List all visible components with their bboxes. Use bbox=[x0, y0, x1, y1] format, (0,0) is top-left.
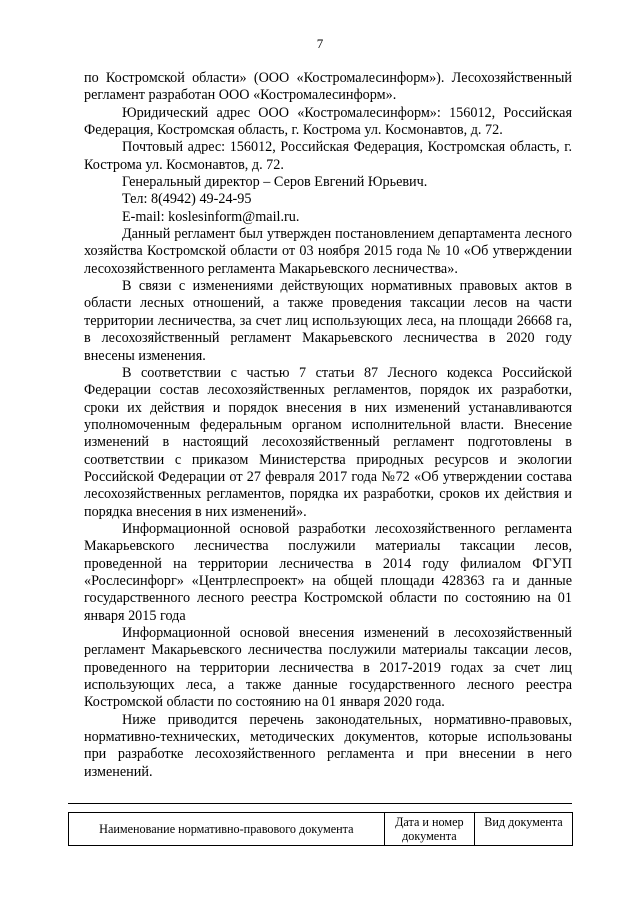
paragraph-approval: Данный регламент был утвержден постановлением департамента лесного хозяйства Костромской области от 03 ноября 2015 года № 10 «Об утверждении лесохозяйственного регламента Макарьевского лесничества». bbox=[84, 226, 572, 277]
header-document-type: Вид документа bbox=[474, 813, 572, 846]
paragraph-changes-2020: В связи с изменениями действующих нормативных правовых актов в области лесных отношений, а также проведения таксации лесов на части территории лесничества, за счет лиц использующих леса, на площади 26668 га, в лесохозяйственный регламент Макарьевского лесничества в 2020 году внесены изменения. bbox=[84, 278, 572, 364]
paragraph-email: E-mail: koslesinform@mail.ru. bbox=[122, 208, 300, 225]
paragraph-organization-continuation: по Костромской области» (ООО «Костромалесинформ»). Лесохозяйственный регламент разработан ООО «Костромалесинформ». bbox=[84, 70, 572, 104]
paragraph-document-list-intro: Ниже приводится перечень законодательных, нормативно-правовых, нормативно-технических, методических документов, которые использованы при разработке лесохозяйственного регламента и при внесении в него изменений. bbox=[84, 711, 572, 780]
table-top-rule bbox=[68, 803, 572, 804]
document-body bbox=[84, 70, 572, 781]
header-document-date-number: Дата и номер документа bbox=[384, 813, 474, 846]
paragraph-legal-address: Юридический адрес ООО «Костромалесинформ»: 156012, Российская Федерация, Костромская область, г. Кострома ул. Космонавтов, д. 72. bbox=[84, 104, 572, 139]
page-number: 7 bbox=[316, 36, 324, 51]
paragraph-information-basis-changes: Информационной основой внесения изменений в лесохозяйственный регламент Макарьевского лесничества послужили материалы таксации лесов, проведенного на территории лесничества в 2017-2019 годах за счет лиц использующих леса, а также данные государственного лесного реестра Костромской области по состоянию на 01 января 2020 года. bbox=[84, 625, 572, 711]
table-header-row bbox=[69, 813, 573, 846]
paragraph-postal-address: Почтовый адрес: 156012, Российская Федерация, Костромская область, г. Кострома ул. Космонавтов, д. 72. bbox=[84, 139, 572, 173]
paragraph-information-basis: Информационной основой разработки лесохозяйственного регламента Макарьевского лесничества послужили материалы таксации лесов, проведенной на территории лесничества в 2014 году филиалом ФГУП «Рослесинфорг» «Центрлеспроект» на общей площади 428363 га и данные государственного лесного реестра Костромской области по состоянию на 01 января 2015 года bbox=[84, 520, 572, 624]
paragraph-director: Генеральный директор – Серов Евгений Юрьевич. bbox=[122, 174, 428, 191]
header-document-name: Наименование нормативно-правового документа bbox=[69, 813, 385, 846]
paragraph-phone: Тел: 8(4942) 49-24-95 bbox=[122, 191, 252, 208]
documents-table bbox=[68, 812, 573, 846]
paragraph-forest-code: В соответствии с частью 7 статьи 87 Лесного кодекса Российской Федерации состав лесохозяйственных регламентов, порядок их разработки, сроки их действия и порядок внесения в них изменений устанавливаются уполномоченным федеральным органом исполнительной власти. Внесение изменений в настоящий лесохозяйственный регламент подготовлены в соответствии с приказом Министерства природных ресурсов и экологии Российской Федерации от 27 февраля 2017 года №72 «Об утверждении состава лесохозяйственных регламентов, порядка их разработки, сроков их действия и порядка внесения в них изменений». bbox=[84, 364, 572, 520]
